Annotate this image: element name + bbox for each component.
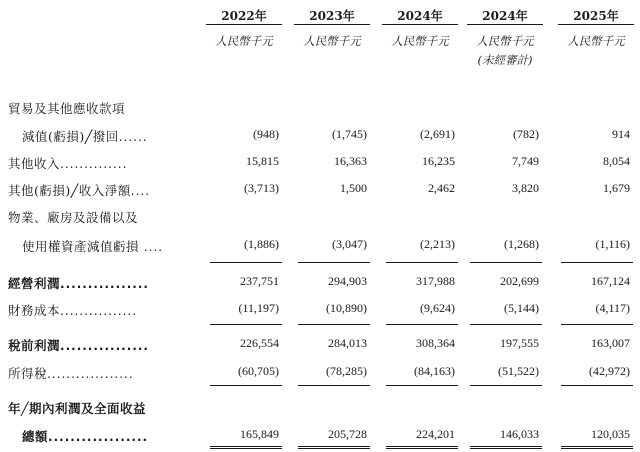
cell-value: (1,268) (504, 237, 539, 251)
cell-value: (9,624) (420, 301, 455, 315)
column-year-2023: 2023年 (309, 9, 355, 23)
subtotal-rule (386, 385, 458, 386)
row-label: 經營利潤................ (8, 276, 149, 291)
subtotal-rule (561, 385, 633, 386)
column-unit: 人民幣千元 (303, 34, 361, 48)
cell-value: (4,117) (595, 301, 630, 315)
cell-value: 237,751 (240, 274, 279, 288)
column-year-2025: 2025年 (573, 9, 619, 23)
cell-value: (2,691) (420, 127, 455, 141)
subtotal-rule (386, 262, 458, 263)
total-double-rule (298, 446, 370, 449)
row-label: 稅前利潤................ (8, 338, 149, 353)
cell-value: (948) (253, 127, 279, 141)
cell-value: (3,047) (332, 237, 367, 251)
header-underline (382, 24, 458, 25)
row-label: 減值(虧損)╱撥回...... (22, 129, 148, 144)
subtotal-rule (470, 385, 542, 386)
column-unit: 人民幣千元 (476, 34, 534, 48)
cell-value: 15,815 (246, 154, 279, 168)
total-double-rule (561, 446, 633, 449)
row-label: 貿易及其他應收款項 (8, 101, 126, 116)
cell-value: 1,679 (603, 181, 630, 195)
row-label: 總額.................. (22, 429, 149, 444)
cell-value: (11,197) (238, 301, 279, 315)
row-label: 使用權資產減值虧損 .... (22, 239, 164, 254)
header-underline (467, 24, 543, 25)
subtotal-rule (386, 324, 458, 325)
total-double-rule (386, 446, 458, 449)
column-unit: 人民幣千元 (567, 34, 625, 48)
cell-value: 308,364 (416, 336, 455, 350)
cell-value: 163,007 (591, 336, 630, 350)
cell-value: 202,699 (500, 274, 539, 288)
row-label: 其他收入.............. (8, 156, 128, 171)
header-underline (294, 24, 370, 25)
header-underline (558, 24, 634, 25)
row-label: 所得稅.................. (8, 366, 134, 381)
cell-value: (84,163) (414, 364, 455, 378)
cell-value: 2,462 (428, 181, 455, 195)
cell-value: (3,713) (244, 181, 279, 195)
row-label: 財務成本................ (8, 303, 138, 318)
column-year-2022: 2022年 (221, 9, 267, 23)
total-double-rule (210, 446, 282, 449)
cell-value: 284,013 (328, 336, 367, 350)
subtotal-rule (298, 262, 370, 263)
cell-value: 165,849 (240, 427, 279, 441)
column-unit: 人民幣千元 (391, 34, 449, 48)
cell-value: 294,903 (328, 274, 367, 288)
cell-value: (1,116) (595, 237, 630, 251)
cell-value: 146,033 (500, 427, 539, 441)
cell-value: 224,201 (416, 427, 455, 441)
cell-value: (78,285) (326, 364, 367, 378)
header-underline (206, 24, 282, 25)
cell-value: (51,522) (498, 364, 539, 378)
subtotal-rule (561, 324, 633, 325)
subtotal-rule (210, 262, 282, 263)
cell-value: 197,555 (500, 336, 539, 350)
subtotal-rule (470, 324, 542, 325)
cell-value: 1,500 (340, 181, 367, 195)
subtotal-rule (561, 262, 633, 263)
row-label: 其他(虧損)╱收入淨額.... (8, 183, 151, 198)
cell-value: 167,124 (591, 274, 630, 288)
cell-value: 16,363 (334, 154, 367, 168)
cell-value: (5,144) (504, 301, 539, 315)
cell-value: 317,988 (416, 274, 455, 288)
column-note-unaudited: (未經審計) (477, 53, 533, 67)
subtotal-rule (298, 324, 370, 325)
cell-value: (2,213) (420, 237, 455, 251)
subtotal-rule (210, 324, 282, 325)
row-label: 年╱期內利潤及全面收益 (8, 401, 147, 416)
cell-value: (1,886) (244, 237, 279, 251)
row-label: 物業、廠房及設備以及 (8, 210, 139, 225)
cell-value: 914 (612, 127, 630, 141)
subtotal-rule (210, 385, 282, 386)
cell-value: (42,972) (589, 364, 630, 378)
cell-value: 205,728 (328, 427, 367, 441)
cell-value: (60,705) (238, 364, 279, 378)
subtotal-rule (298, 385, 370, 386)
cell-value: 120,035 (591, 427, 630, 441)
cell-value: 8,054 (603, 154, 630, 168)
cell-value: 7,749 (512, 154, 539, 168)
column-year-2024-unaudited: 2024年 (482, 9, 528, 23)
cell-value: (10,890) (326, 301, 367, 315)
subtotal-rule (470, 262, 542, 263)
total-double-rule (470, 446, 542, 449)
column-year-2024: 2024年 (397, 9, 443, 23)
cell-value: 226,554 (240, 336, 279, 350)
cell-value: 16,235 (422, 154, 455, 168)
cell-value: 3,820 (512, 181, 539, 195)
column-unit: 人民幣千元 (215, 34, 273, 48)
cell-value: (782) (513, 127, 539, 141)
cell-value: (1,745) (332, 127, 367, 141)
